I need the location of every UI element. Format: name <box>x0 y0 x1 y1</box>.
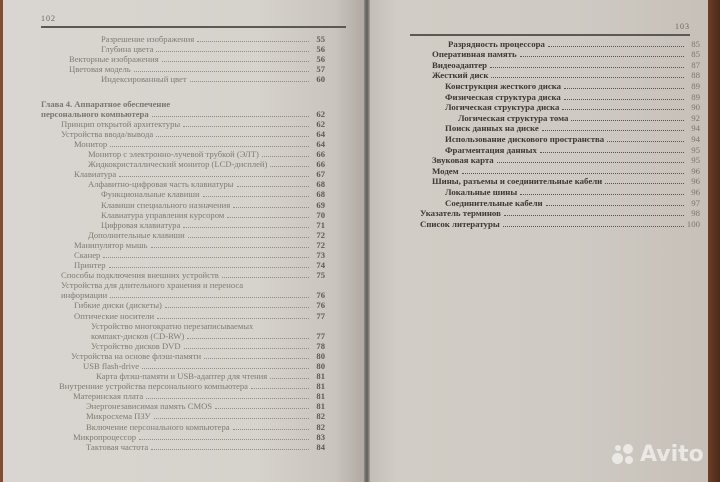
toc-entry: Жесткий диск 88 <box>432 70 700 81</box>
toc-entry: Монитор с электронно-лучевой трубкой (ЭЛТ) 66 <box>88 149 325 160</box>
avito-logo-icon <box>612 444 636 466</box>
toc-entry: Шины, разъемы и соединительные кабели 96 <box>432 176 700 187</box>
toc-entry: USB flash-drive 80 <box>83 361 325 371</box>
avito-watermark <box>612 442 704 467</box>
toc-entry: Векторные изображения 56 <box>69 54 325 65</box>
toc-entry: Жидкокристаллический монитор (LCD-дисплей) 66 <box>88 159 325 170</box>
toc-entry: Локальные шины 96 <box>445 186 700 197</box>
toc-entry: Цветовая модель 57 <box>69 64 325 75</box>
toc-entry: Монитор 64 <box>74 138 325 149</box>
toc-entry: Глубина цвета 56 <box>101 44 325 55</box>
left-toc <box>41 34 325 452</box>
toc-entry: Сканер 73 <box>74 249 325 260</box>
toc-entry: Индексированный цвет 60 <box>101 74 325 85</box>
toc-entry: Алфавитно-цифровая часть клавиатуры 68 <box>88 179 325 190</box>
toc-entry: Внутренние устройства персонального компьютера 81 <box>59 381 325 392</box>
toc-entry: Микропроцессор 83 <box>73 431 325 442</box>
toc-entry: Конструкция жесткого диска 89 <box>445 80 700 91</box>
toc-entry: Устройства ввода/вывода 64 <box>61 128 325 139</box>
toc-entry: Энергонезависимая память CMOS 81 <box>86 401 325 412</box>
right-toc <box>420 38 700 229</box>
right-page <box>370 0 708 482</box>
toc-entry: Функциональные клавиши 68 <box>101 189 325 200</box>
toc-entry: Устройство многократно перезаписываемых компакт-дисков (CD-RW) 77 <box>91 320 325 341</box>
toc-entry: Список литературы 100 <box>420 218 700 229</box>
chapter-heading: Глава 4. Аппаратное обеспечение персонального компьютера 62 <box>41 98 325 119</box>
right-page-number: 103 <box>410 22 690 36</box>
toc-entry: Поиск данных на диске 94 <box>445 123 700 134</box>
toc-entry: Включение персонального компьютера 82 <box>86 421 325 432</box>
toc-entry: Разрядность процессора 85 <box>448 38 700 49</box>
toc-entry: Клавиатура управления курсором 70 <box>101 209 325 220</box>
toc-entry: Модем 96 <box>432 165 700 176</box>
toc-entry: Способы подключения внешних устройств 75 <box>61 270 325 281</box>
toc-entry: Тактовая частота 84 <box>86 441 325 452</box>
toc-entry: Устройство дисков DVD 78 <box>91 340 325 351</box>
toc-entry: Карта флэш-памяти и USB-адаптер для чтения 81 <box>96 371 325 382</box>
toc-entry: Устройства для длительного хранения и переноса информации 76 <box>61 280 325 301</box>
toc-entry: Разрешение изображения 55 <box>101 34 325 45</box>
watermark-text: Avito <box>640 442 704 467</box>
toc-entry: Дополнительные клавиши 72 <box>88 229 325 240</box>
toc-entry: Материнская плата 81 <box>73 391 325 402</box>
toc-entry: Логическая структура тома 92 <box>458 112 700 123</box>
toc-entry: Соединительные кабели 97 <box>445 197 700 208</box>
left-page-number: 102 <box>41 14 346 28</box>
toc-entry: Логическая структура диска 90 <box>445 102 700 113</box>
toc-entry: Видеоадаптер 87 <box>432 59 700 70</box>
toc-entry: Звуковая карта 95 <box>432 155 700 166</box>
toc-entry: Микросхема ПЗУ 82 <box>86 411 325 422</box>
toc-entry: Принтер 74 <box>74 260 325 271</box>
toc-entry: Указатель терминов 98 <box>420 208 700 219</box>
toc-entry: Гибкие диски (дискеты) 76 <box>74 300 325 311</box>
toc-entry: Принцип открытой архитектуры 62 <box>61 118 325 129</box>
toc-entry: Фрагментация данных 95 <box>445 144 700 155</box>
table-surface <box>708 0 720 482</box>
toc-entry: Клавиши специального назначения 69 <box>101 199 325 210</box>
toc-entry: Клавиатура 67 <box>74 169 325 180</box>
toc-entry: Манипулятор мышь 72 <box>74 239 325 250</box>
toc-entry: Использование дискового пространства 94 <box>445 133 700 144</box>
toc-entry: Оптические носители 77 <box>74 310 325 321</box>
toc-entry: Физическая структура диска 89 <box>445 91 700 102</box>
toc-entry: Цифровая клавиатура 71 <box>101 219 325 230</box>
toc-entry: Оперативная память 85 <box>432 49 700 60</box>
toc-entry: Устройства на основе флэш-памяти 80 <box>71 350 325 361</box>
